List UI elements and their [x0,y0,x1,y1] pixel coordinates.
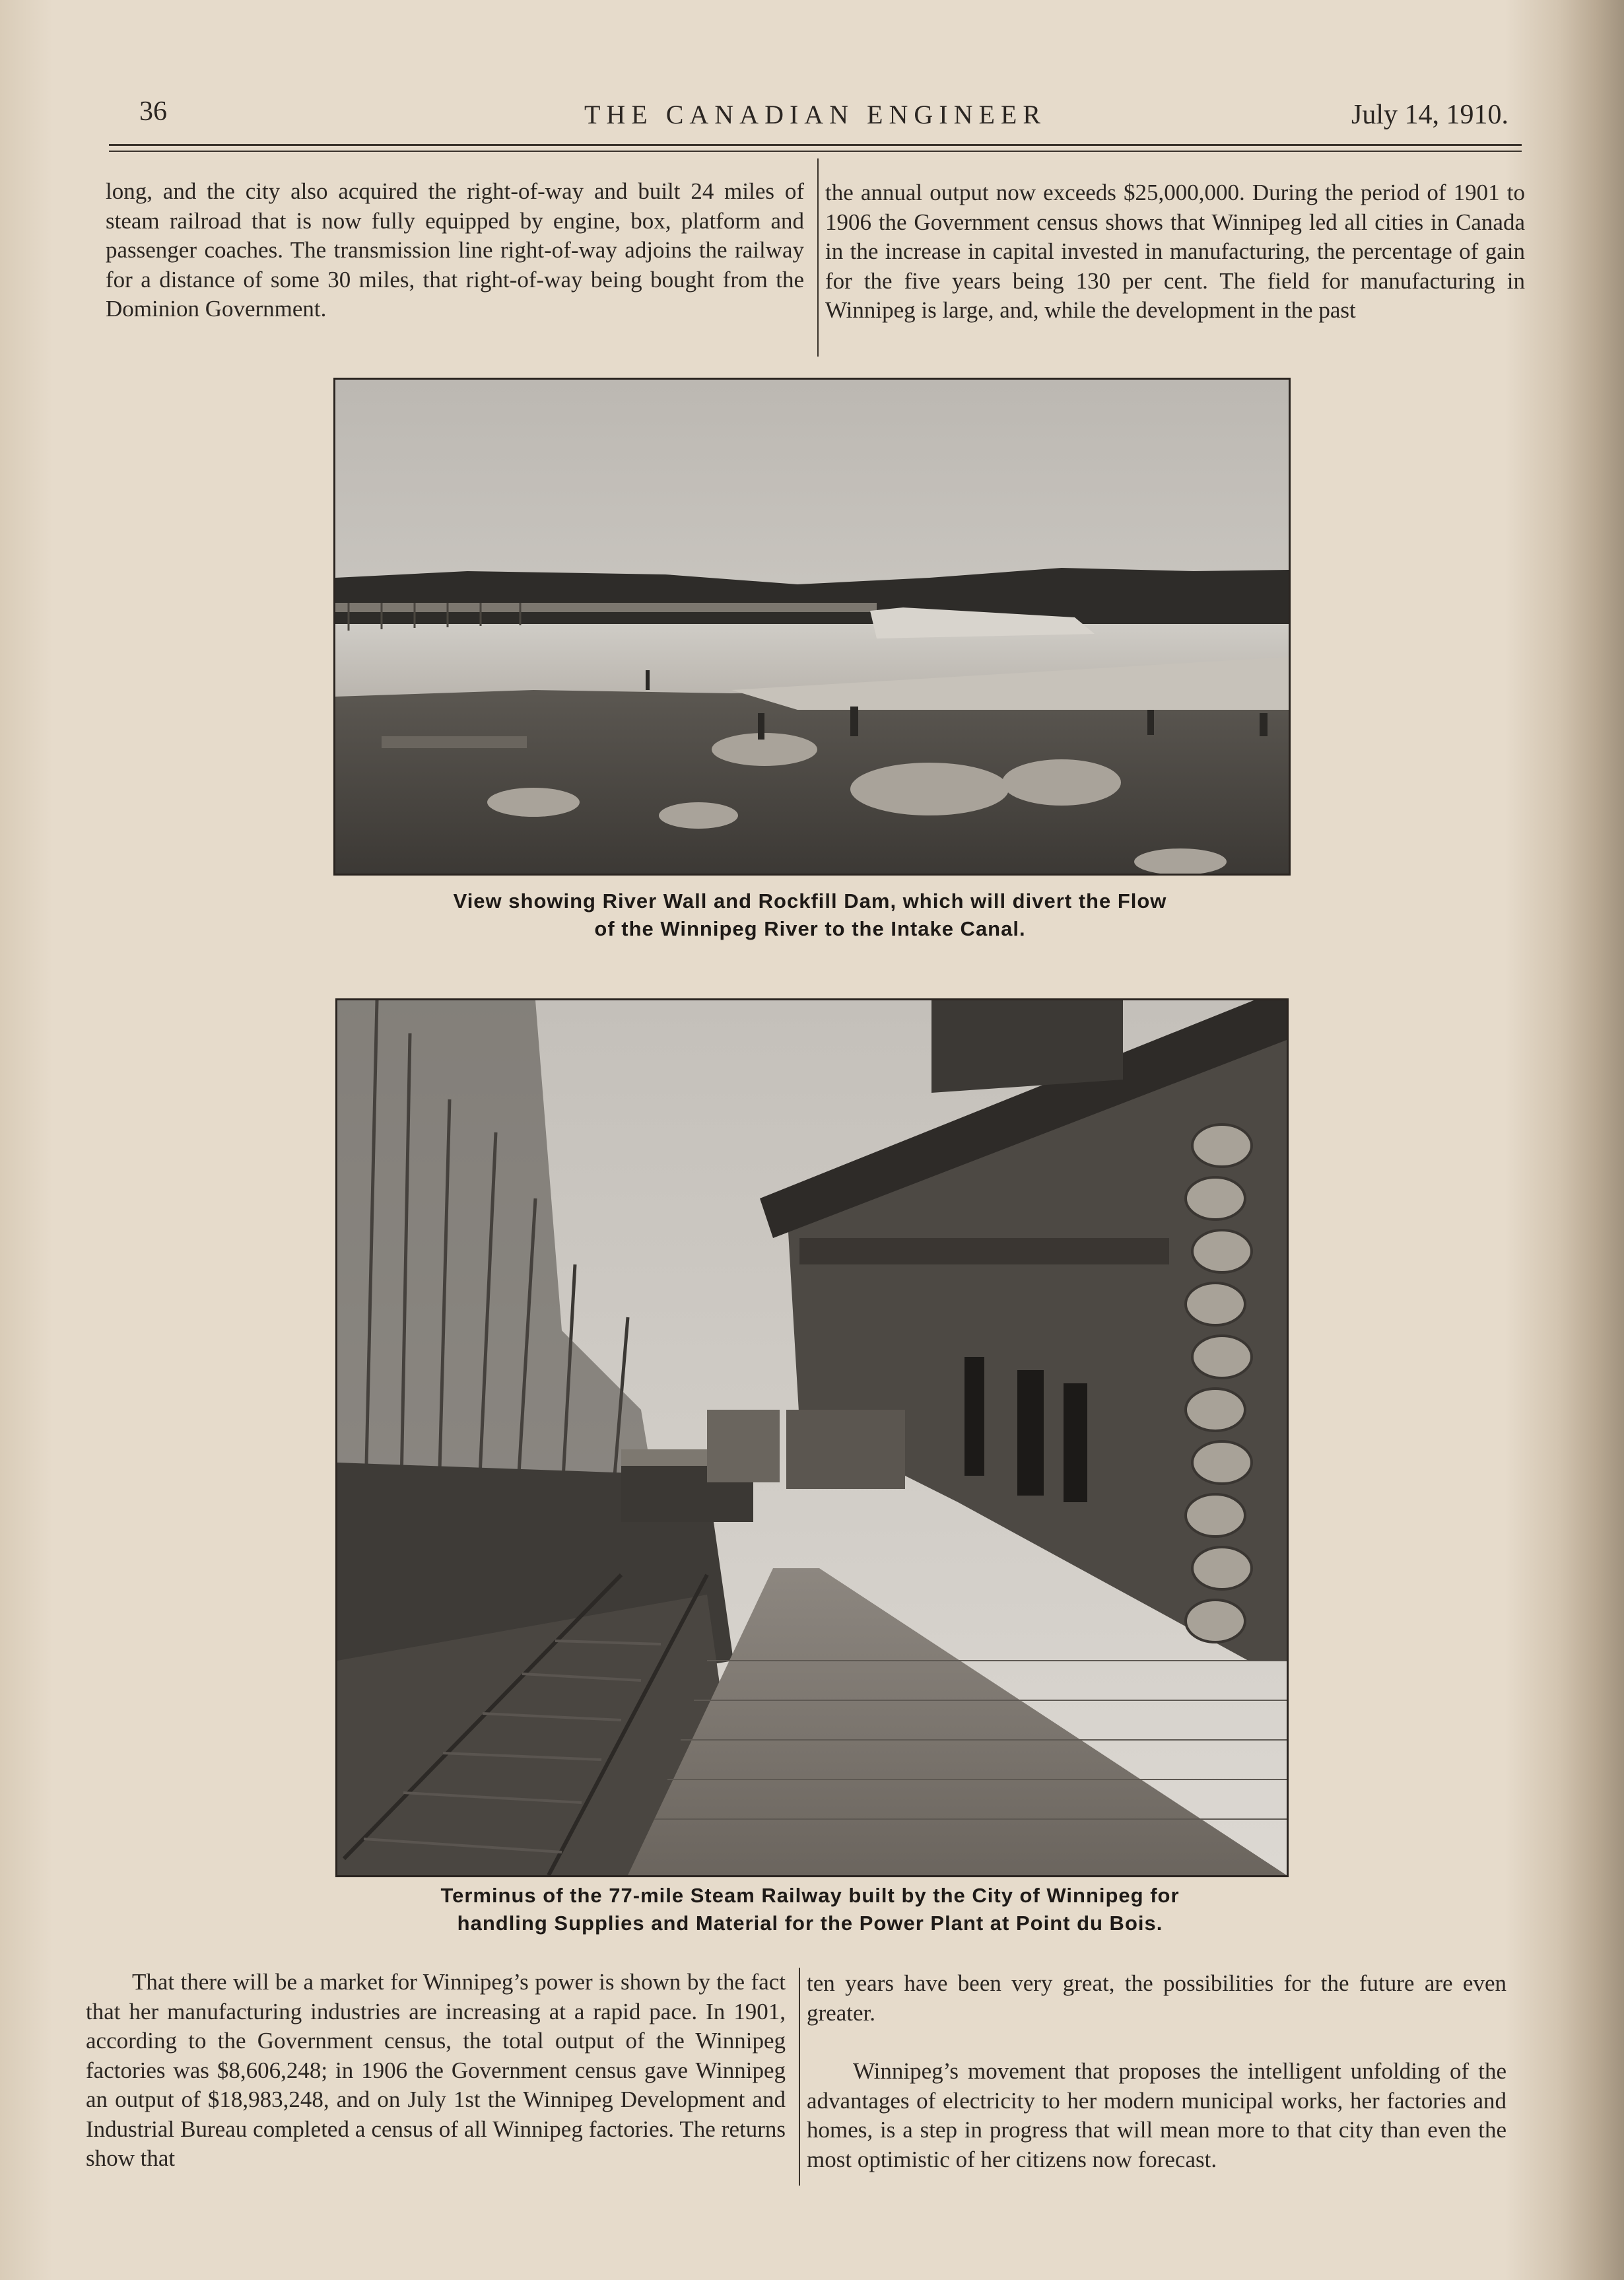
column-divider [817,158,819,357]
paragraph: ten years have been very great, the possibilities for the future are even greater. [807,1970,1506,2026]
column-divider [799,1968,800,2186]
page-header [109,92,1522,139]
issue-date: July 14, 1910. [1351,100,1508,130]
header-rule-thin [109,151,1522,152]
caption-line: handling Supplies and Material for the Power Plant at Point du Bois. [457,1912,1163,1935]
paragraph: That there will be a market for Winnipeg’s power is shown by the fact that her manufacturing industries are increasing at a rapid pace. In 1901, according to the Government census, the total output of the Winnipeg factories was $8,606,248; in 1906 the Government census gave Winnipeg an output of $18,983,248, and on July 1st the Winnipeg Development and Industrial Bureau completed a census of all Winnipeg factories. The returns show that [86,1969,786,2171]
railway-terminus-photo [335,998,1289,1877]
paragraph: long, and the city also acquired the right-of-way and built 24 miles of steam railroad that is now fully equipped by engine, box, platform and passenger coaches. The transmission line right-of-way adjoins the railway for a distance of some 30 miles, that right-of-way being bought from the Dominion Government. [106,178,804,322]
caption-line: View showing River Wall and Rockfill Dam, which will divert the Flow [453,889,1167,913]
top-left-column [106,177,804,324]
page-number: 36 [139,96,167,127]
bottom-right-column [807,1969,1506,2174]
header-rule [109,144,1522,146]
figure-1-caption [333,887,1287,943]
journal-title: THE CANADIAN ENGINEER [584,100,1047,129]
dam-photo [333,378,1291,876]
top-right-column [825,178,1525,326]
caption-line: Terminus of the 77-mile Steam Railway built by the City of Winnipeg for [440,1884,1180,1907]
caption-line: of the Winnipeg River to the Intake Canal. [594,917,1026,940]
paragraph: Winnipeg’s movement that proposes the intelligent unfolding of the advantages of electricity to her modern municipal works, her factories and homes, is a step in progress that will mean more to that city than even the most optimistic of her citizens now forecast. [807,2058,1506,2172]
paragraph: the annual output now exceeds $25,000,000. During the period of 1901 to 1906 the Government census shows that Winnipeg led all cities in Canada in the increase in capital invested in manufacturing, the percentage of gain for the five years being 130 per cent. The field for manufacturing in Winnipeg is large, and, while the development in the past [825,180,1525,323]
bottom-left-column [86,1968,786,2174]
figure-2-caption [333,1882,1287,1937]
